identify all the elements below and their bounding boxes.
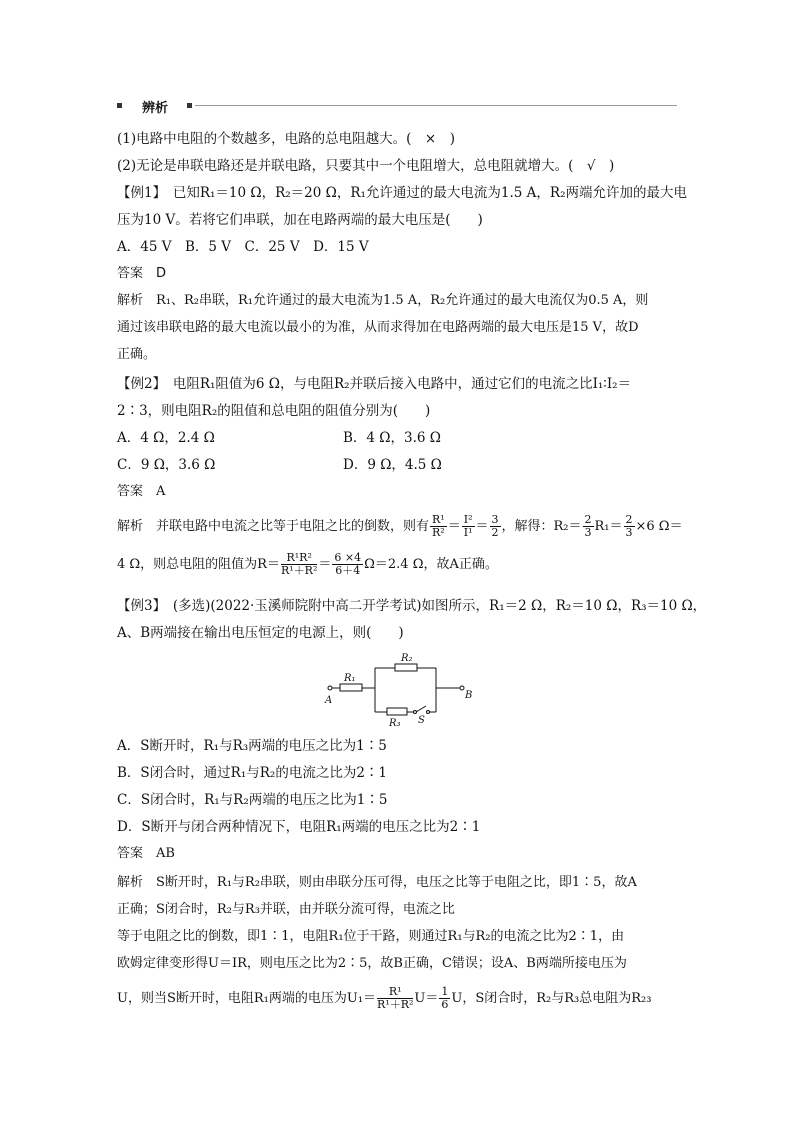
example2-option-a: A．4 Ω，2.4 Ω <box>117 430 215 446</box>
example3-option-c: C．S闭合时，R₁与R₂两端的电压之比为1∶5 <box>117 792 388 808</box>
circuit-diagram <box>322 650 482 730</box>
fraction-denominator: R² <box>432 526 445 539</box>
example1-line2: 压为10 V。若将它们串联，加在电路两端的最大电压是( ) <box>117 212 483 228</box>
analysis-text: ＝ <box>475 519 489 534</box>
fraction-numerator: I² <box>463 513 473 526</box>
fraction-numerator: R¹ <box>377 986 413 999</box>
label-r1: R₁ <box>344 673 356 684</box>
example2-line1: 【例2】 电阻R₁阻值为6 Ω，与电阻R₂并联后接入电路中，通过它们的电流之比I₁∶I₂＝ <box>117 376 632 392</box>
example3-line2: A、B两端接在输出电压恒定的电源上，则( ) <box>117 625 404 641</box>
fraction-numerator: 1 <box>441 985 449 998</box>
fraction <box>430 514 447 539</box>
fraction-denominator: 6＋4 <box>335 564 361 577</box>
example2-analysis2 <box>117 551 498 579</box>
section-header <box>117 98 677 114</box>
analysis-text: U，S闭合时，R₂与R₃总电阻为R₂₃ <box>451 991 652 1006</box>
example1-analysis2: 通过该串联电路的最大电流以最小的为准，从而求得加在电路两端的最大电压是15 V，故D <box>117 320 639 335</box>
terminal-a-icon <box>328 686 332 690</box>
resistor-r3-icon <box>387 708 407 715</box>
analysis-text: R₁＝ <box>594 519 623 534</box>
fraction <box>332 552 363 577</box>
fraction <box>281 552 317 577</box>
example2-option-b: B．4 Ω，3.6 Ω <box>343 430 441 446</box>
analysis-text: ＝ <box>447 519 461 534</box>
analysis-text: 解析 并联电路中电流之比等于电阻之比的倒数，则有 <box>117 519 430 534</box>
section-bullet-icon <box>187 103 192 108</box>
section-bullet-icon <box>117 103 122 108</box>
analysis-text: ×6 Ω＝ <box>635 519 683 534</box>
fraction <box>377 986 413 1011</box>
label-s: S <box>418 715 425 726</box>
example1-line1: 【例1】 已知R₁＝10 Ω，R₂＝20 Ω，R₁允许通过的最大电流为1.5 A，R₂两端允许加的最大电 <box>117 185 687 201</box>
label-r3: R₃ <box>389 718 401 729</box>
example3-option-d: D．S断开与闭合两种情况下，电阻R₁两端的电压之比为2∶1 <box>117 819 481 835</box>
analysis-text: U＝ <box>414 991 439 1006</box>
fraction-numerator: 2 <box>584 513 592 526</box>
example1-options: A．45 V B．5 V C．25 V D．15 V <box>117 239 369 255</box>
example2-option-c: C．9 Ω，3.6 Ω <box>117 457 216 473</box>
fraction-numerator: 2 <box>625 513 633 526</box>
fraction <box>462 514 475 539</box>
section-rule <box>195 105 677 106</box>
example3-option-b: B．S闭合时，通过R₁与R₂的电流之比为2∶1 <box>117 765 387 781</box>
fraction-denominator: 3 <box>584 526 592 539</box>
switch-s-icon <box>416 706 426 712</box>
fraction-denominator: R¹＋R² <box>377 998 414 1011</box>
fraction-denominator: 3 <box>625 526 633 539</box>
judge-item-1: (1)电路中电阻的个数越多，电路的总电阻越大。( × ) <box>117 131 455 147</box>
resistor-r2-icon <box>395 664 417 671</box>
judge-item-2: (2)无论是串联电路还是并联电路，只要其中一个电阻增大，总电阻就增大。( √ ) <box>117 158 615 174</box>
fraction-denominator: R¹＋R² <box>280 564 318 577</box>
example2-option-d: D．9 Ω，4.5 Ω <box>343 457 442 473</box>
fraction-numerator: R¹ <box>432 513 445 526</box>
example3-answer: 答案 AB <box>117 846 175 861</box>
example3-option-a: A．S断开时，R₁与R₃两端的电压之比为1∶5 <box>117 738 387 754</box>
fraction-denominator: 6 <box>441 998 449 1011</box>
label-a: A <box>325 695 333 706</box>
fraction <box>490 514 501 539</box>
example3-analysis4: 欧姆定律变形得U＝IR，则电压之比为2∶5，故B正确，C错误；设A、B两端所接电压为 <box>117 956 627 971</box>
label-r2: R₂ <box>401 653 413 664</box>
analysis-text: 4 Ω，则总电阻的阻值为R＝ <box>117 557 280 572</box>
fraction-numerator: 3 <box>491 513 499 526</box>
analysis-text: ，解得：R₂＝ <box>501 519 582 534</box>
example1-answer: 答案 D <box>117 266 167 281</box>
fraction <box>583 514 594 539</box>
section-title: 辨析 <box>142 101 169 116</box>
analysis-text: Ω＝2.4 Ω，故A正确。 <box>364 557 498 572</box>
example2-line2: 2∶3，则电阻R₂的阻值和总电阻的阻值分别为( ) <box>117 403 431 419</box>
fraction <box>439 986 450 1011</box>
analysis-text: ＝ <box>318 557 332 572</box>
fraction <box>624 514 635 539</box>
example1-analysis3: 正确。 <box>117 347 157 362</box>
example2-analysis1 <box>117 513 683 541</box>
example1-analysis1: 解析 R₁、R₂串联，R₁允许通过的最大电流为1.5 A，R₂允许通过的最大电流仅为0.5 A，则 <box>117 293 649 308</box>
fraction-numerator: R¹R² <box>281 552 317 565</box>
label-b: B <box>465 690 473 701</box>
example3-analysis1: 解析 S断开时，R₁与R₂串联，则由串联分压可得，电压之比等于电阻之比，即1∶5，故A <box>117 875 637 890</box>
example3-analysis3: 等于电阻之比的倒数，即1∶1，电阻R₁位于干路，则通过R₁与R₂的电流之比为2∶1，由 <box>117 929 625 944</box>
example3-analysis5 <box>117 985 651 1013</box>
fraction-numerator: 6 ×4 <box>334 551 362 564</box>
resistor-r1-icon <box>340 684 362 691</box>
analysis-text: U，则当S断开时，电阻R₁两端的电压为U₁＝ <box>117 991 377 1006</box>
terminal-b-icon <box>460 686 464 690</box>
fraction-denominator: I¹ <box>463 526 473 539</box>
example2-answer: 答案 A <box>117 484 166 499</box>
fraction-denominator: 2 <box>491 526 499 539</box>
example3-analysis2: 正确；S闭合时，R₂与R₃并联，由并联分流可得，电流之比 <box>117 902 455 917</box>
example3-line1: 【例3】 (多选)(2022·玉溪师院附中高二开学考试)如图所示，R₁＝2 Ω，R₂＝10 Ω，R₃＝10 Ω， <box>117 598 707 614</box>
